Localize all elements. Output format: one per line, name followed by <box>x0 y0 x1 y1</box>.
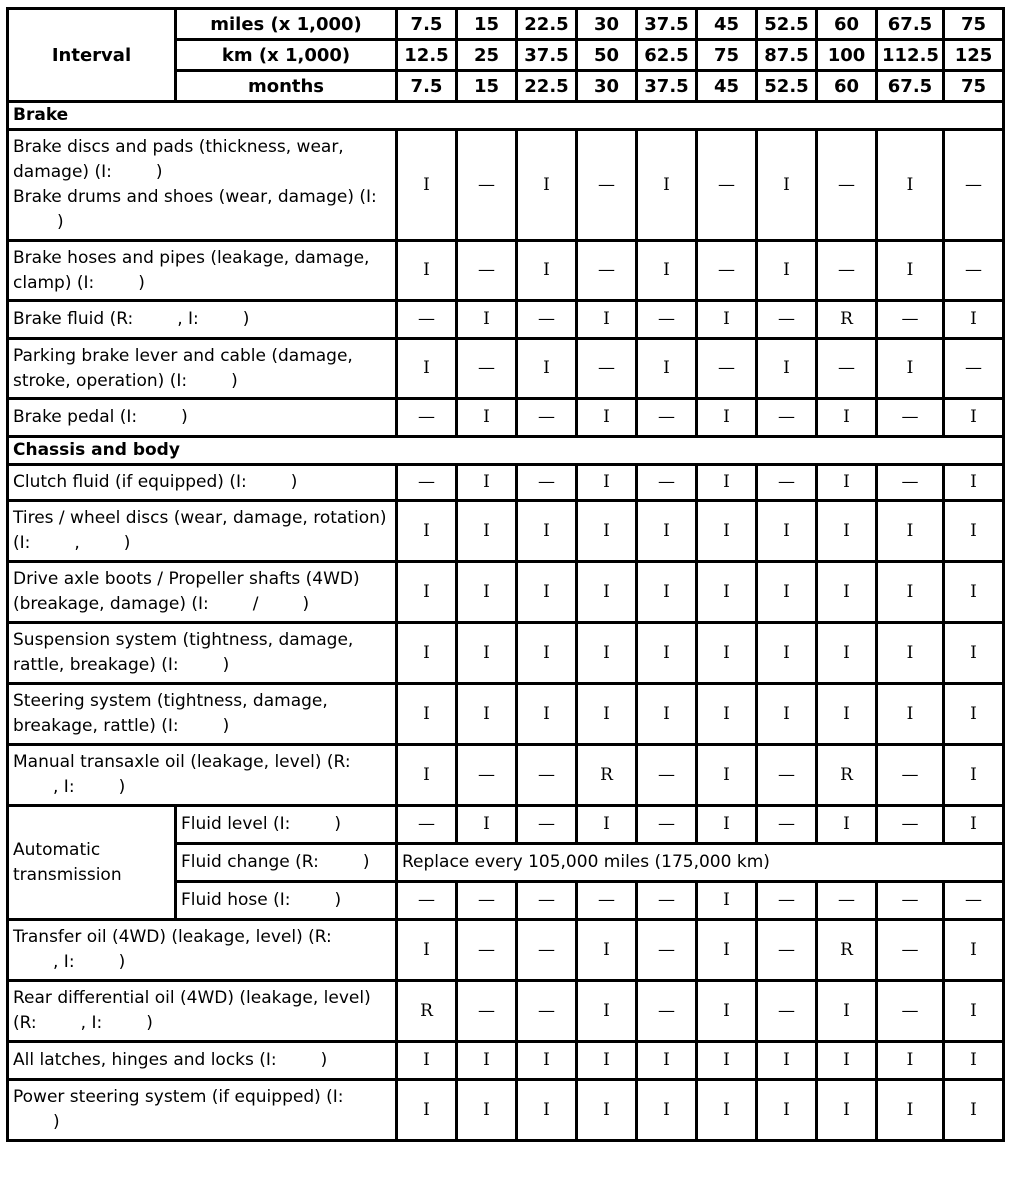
maintenance-cell: I <box>944 981 1004 1042</box>
interval-value: 67.5 <box>877 71 944 102</box>
maintenance-cell: — <box>757 981 817 1042</box>
sub-item-label-close: ) <box>334 890 342 910</box>
maintenance-cell: I <box>697 501 757 562</box>
maintenance-cell: — <box>397 399 457 437</box>
interval-value: 37.5 <box>637 9 697 40</box>
maintenance-cell: I <box>577 301 637 339</box>
maintenance-cell: I <box>457 399 517 437</box>
maintenance-cell: I <box>397 684 457 745</box>
maintenance-cell: I <box>517 241 577 301</box>
maintenance-cell: I <box>517 562 577 623</box>
item-label-text: Brake pedal (I: <box>13 407 138 427</box>
item-label-close: ) <box>231 370 238 391</box>
maintenance-cell: I <box>577 562 637 623</box>
interval-value: 67.5 <box>877 9 944 40</box>
interval-value: 15 <box>457 9 517 40</box>
maintenance-cell: I <box>457 1080 517 1141</box>
maintenance-cell: — <box>877 745 944 806</box>
maintenance-cell: — <box>517 745 577 806</box>
section-row-chassis <box>8 437 1004 465</box>
maintenance-cell: I <box>757 501 817 562</box>
maintenance-cell: — <box>457 882 517 920</box>
interval-value: 100 <box>817 40 877 71</box>
maintenance-cell: — <box>757 465 817 501</box>
table-row <box>8 465 1004 501</box>
maintenance-cell: I <box>697 562 757 623</box>
table-row <box>8 301 1004 339</box>
interval-value: 7.5 <box>397 71 457 102</box>
maintenance-cell: — <box>637 399 697 437</box>
maintenance-cell: I <box>517 684 577 745</box>
item-label-text: Brake drums and shoes (wear, damage) (I: <box>13 187 377 207</box>
maintenance-cell: I <box>637 623 697 684</box>
item-label-close: ) <box>181 407 188 427</box>
maintenance-cell: I <box>817 623 877 684</box>
maintenance-cell: — <box>397 465 457 501</box>
item-label-close: ) <box>118 777 126 797</box>
maintenance-cell: I <box>757 130 817 241</box>
unit-label-months: months <box>176 71 397 102</box>
maintenance-cell: I <box>877 130 944 241</box>
item-label <box>8 501 397 562</box>
maintenance-cell: I <box>697 1080 757 1141</box>
maintenance-cell: I <box>637 241 697 301</box>
item-label-text: Brake discs and pads (thickness, wear, damage) (I: <box>13 137 344 182</box>
maintenance-cell: I <box>397 501 457 562</box>
maintenance-cell: I <box>457 623 517 684</box>
item-label <box>8 745 397 806</box>
maintenance-cell: — <box>944 130 1004 241</box>
maintenance-cell: — <box>637 301 697 339</box>
item-label-close: ) <box>138 272 145 293</box>
maintenance-cell: — <box>577 241 637 301</box>
maintenance-cell: I <box>697 1042 757 1080</box>
interval-value: 87.5 <box>757 40 817 71</box>
maintenance-cell: I <box>944 806 1004 844</box>
maintenance-cell: I <box>944 501 1004 562</box>
maintenance-cell: — <box>577 130 637 241</box>
maintenance-cell: — <box>637 806 697 844</box>
maintenance-cell: I <box>697 981 757 1042</box>
table-row <box>8 399 1004 437</box>
maintenance-cell: I <box>877 339 944 399</box>
table-row <box>8 623 1004 684</box>
maintenance-cell: — <box>944 882 1004 920</box>
item-label-text: Suspension system (tightness, damage, rattle, breakage) (I: <box>13 630 354 675</box>
maintenance-cell: I <box>397 130 457 241</box>
maintenance-cell: — <box>697 339 757 399</box>
maintenance-cell: I <box>397 745 457 806</box>
replacement-note: Replace every 105,000 miles (175,000 km) <box>397 844 1004 882</box>
maintenance-cell: I <box>577 1080 637 1141</box>
maintenance-cell: — <box>817 882 877 920</box>
maintenance-cell: I <box>517 1042 577 1080</box>
item-label-close: ) <box>57 212 64 232</box>
maintenance-cell: I <box>877 1080 944 1141</box>
item-label-close: ) <box>118 952 126 972</box>
interval-value: 62.5 <box>637 40 697 71</box>
interval-label: Interval <box>8 9 176 102</box>
maintenance-cell: I <box>397 562 457 623</box>
sub-item-label-text: Fluid level (I: <box>181 814 291 834</box>
maintenance-cell: I <box>944 1042 1004 1080</box>
maintenance-cell: I <box>877 623 944 684</box>
item-label <box>8 981 397 1042</box>
maintenance-cell: I <box>817 562 877 623</box>
maintenance-cell: I <box>637 501 697 562</box>
maintenance-cell: I <box>757 339 817 399</box>
item-label <box>8 465 397 501</box>
maintenance-cell: I <box>877 684 944 745</box>
item-label-mid: , <box>74 533 80 553</box>
maintenance-cell: — <box>577 339 637 399</box>
table-row <box>8 1042 1004 1080</box>
maintenance-cell: — <box>877 399 944 437</box>
maintenance-cell: R <box>817 301 877 339</box>
item-label-text: Drive axle boots / Propeller shafts (4WD) (breakage, damage) (I: <box>13 569 360 614</box>
maintenance-cell: — <box>817 339 877 399</box>
maintenance-cell: — <box>697 241 757 301</box>
sub-item-label-text: Fluid hose (I: <box>181 890 291 910</box>
maintenance-cell: I <box>757 241 817 301</box>
maintenance-cell: — <box>817 130 877 241</box>
maintenance-cell: I <box>637 562 697 623</box>
maintenance-cell: — <box>457 745 517 806</box>
item-label-text: Parking brake lever and cable (damage, stroke, operation) (I: <box>13 345 353 391</box>
maintenance-cell: I <box>457 465 517 501</box>
maintenance-cell: I <box>457 684 517 745</box>
maintenance-cell: I <box>517 623 577 684</box>
unit-label-km: km (x 1,000) <box>176 40 397 71</box>
maintenance-cell: I <box>517 501 577 562</box>
maintenance-cell: R <box>577 745 637 806</box>
table-row <box>8 981 1004 1042</box>
item-label <box>8 1080 397 1141</box>
maintenance-cell: — <box>944 241 1004 301</box>
maintenance-cell: I <box>944 465 1004 501</box>
maintenance-cell: I <box>944 920 1004 981</box>
maintenance-cell: — <box>637 920 697 981</box>
item-label-close: ) <box>290 472 298 492</box>
item-label-close: ) <box>155 162 163 182</box>
maintenance-cell: I <box>817 399 877 437</box>
interval-value: 12.5 <box>397 40 457 71</box>
maintenance-cell: — <box>397 806 457 844</box>
interval-value: 75 <box>697 40 757 71</box>
maintenance-cell: I <box>457 806 517 844</box>
maintenance-cell: I <box>577 399 637 437</box>
maintenance-cell: I <box>757 562 817 623</box>
item-label <box>8 684 397 745</box>
interval-value: 75 <box>944 9 1004 40</box>
maintenance-cell: — <box>517 806 577 844</box>
maintenance-cell: I <box>697 684 757 745</box>
sub-item-label <box>176 882 397 920</box>
interval-value: 30 <box>577 9 637 40</box>
table-row <box>8 920 1004 981</box>
maintenance-cell: I <box>457 562 517 623</box>
maintenance-cell: — <box>517 301 577 339</box>
maintenance-cell: I <box>697 399 757 437</box>
interval-value: 25 <box>457 40 517 71</box>
item-label <box>8 241 397 301</box>
sub-item-label-text: Fluid change (R: <box>181 852 319 872</box>
interval-value: 52.5 <box>757 71 817 102</box>
maintenance-cell: — <box>577 882 637 920</box>
table-row <box>8 745 1004 806</box>
item-label-text: Clutch fluid (if equipped) (I: <box>13 472 247 492</box>
maintenance-cell: — <box>944 339 1004 399</box>
interval-value: 60 <box>817 9 877 40</box>
maintenance-cell: I <box>944 562 1004 623</box>
maintenance-cell: — <box>517 465 577 501</box>
interval-value: 37.5 <box>637 71 697 102</box>
maintenance-cell: — <box>697 130 757 241</box>
automatic-transmission-label: Automatic transmission <box>8 806 176 920</box>
item-label-text: All latches, hinges and locks (I: <box>13 1050 277 1070</box>
table-row <box>8 562 1004 623</box>
maintenance-cell: — <box>637 465 697 501</box>
maintenance-cell: — <box>757 399 817 437</box>
item-label-close: ) <box>302 594 310 614</box>
maintenance-cell: I <box>817 981 877 1042</box>
maintenance-cell: — <box>757 745 817 806</box>
item-label-mid: , I: <box>53 777 75 797</box>
maintenance-cell: I <box>457 301 517 339</box>
sub-item-label <box>176 844 397 882</box>
maintenance-cell: I <box>517 1080 577 1141</box>
maintenance-cell: I <box>757 684 817 745</box>
maintenance-cell: I <box>457 501 517 562</box>
maintenance-cell: — <box>757 301 817 339</box>
interval-value: 22.5 <box>517 9 577 40</box>
item-label <box>8 1042 397 1080</box>
maintenance-cell: I <box>944 399 1004 437</box>
table-row <box>8 130 1004 241</box>
maintenance-cell: I <box>817 684 877 745</box>
interval-value: 60 <box>817 71 877 102</box>
maintenance-cell: I <box>944 745 1004 806</box>
item-label-close: ) <box>320 1050 328 1070</box>
maintenance-cell: I <box>697 623 757 684</box>
interval-value: 22.5 <box>517 71 577 102</box>
item-label-text: Rear differential oil (4WD) (leakage, level) (R: <box>13 988 371 1033</box>
interval-value: 125 <box>944 40 1004 71</box>
interval-value: 30 <box>577 71 637 102</box>
maintenance-cell: — <box>457 339 517 399</box>
item-label <box>8 399 397 437</box>
item-label-close: ) <box>222 716 230 736</box>
maintenance-cell: I <box>817 806 877 844</box>
maintenance-cell: I <box>457 1042 517 1080</box>
maintenance-cell: I <box>637 1080 697 1141</box>
section-title-brake: Brake <box>8 102 1004 130</box>
maintenance-cell: — <box>457 130 517 241</box>
table-row <box>8 1080 1004 1141</box>
maintenance-cell: I <box>877 241 944 301</box>
sub-item-label <box>176 806 397 844</box>
maintenance-cell: — <box>757 920 817 981</box>
maintenance-cell: — <box>877 465 944 501</box>
maintenance-cell: I <box>877 1042 944 1080</box>
interval-value: 75 <box>944 71 1004 102</box>
maintenance-cell: I <box>697 920 757 981</box>
interval-value: 37.5 <box>517 40 577 71</box>
maintenance-cell: — <box>517 981 577 1042</box>
maintenance-cell: I <box>637 339 697 399</box>
maintenance-cell: — <box>457 241 517 301</box>
item-label-text: Steering system (tightness, damage, breakage, rattle) (I: <box>13 691 328 736</box>
maintenance-cell: I <box>397 1042 457 1080</box>
maintenance-cell: I <box>757 1042 817 1080</box>
item-label <box>8 920 397 981</box>
item-label-close: ) <box>123 533 131 553</box>
maintenance-cell: I <box>697 806 757 844</box>
item-label-text: Power steering system (if equipped) (I: <box>13 1087 344 1107</box>
maintenance-cell: I <box>697 745 757 806</box>
maintenance-cell: — <box>637 745 697 806</box>
interval-value: 45 <box>697 9 757 40</box>
maintenance-cell: I <box>397 241 457 301</box>
table-row <box>8 684 1004 745</box>
maintenance-cell: I <box>577 1042 637 1080</box>
table-row <box>8 339 1004 399</box>
maintenance-cell: I <box>397 339 457 399</box>
maintenance-cell: I <box>944 1080 1004 1141</box>
item-label-close: ) <box>53 1112 60 1132</box>
interval-value: 50 <box>577 40 637 71</box>
item-label-text: Brake fluid (R: <box>13 309 134 329</box>
maintenance-cell: I <box>697 301 757 339</box>
maintenance-cell: I <box>517 130 577 241</box>
maintenance-cell: — <box>397 301 457 339</box>
maintenance-schedule-table <box>6 7 1005 1142</box>
item-label-close: ) <box>146 1013 153 1033</box>
maintenance-cell: — <box>877 806 944 844</box>
item-label <box>8 130 397 241</box>
item-label-close: ) <box>222 655 230 675</box>
section-row-brake <box>8 102 1004 130</box>
maintenance-cell: — <box>877 882 944 920</box>
maintenance-cell: R <box>397 981 457 1042</box>
table-row <box>8 241 1004 301</box>
interval-value: 112.5 <box>877 40 944 71</box>
maintenance-cell: I <box>757 623 817 684</box>
maintenance-cell: I <box>877 562 944 623</box>
section-title-chassis: Chassis and body <box>8 437 1004 465</box>
item-label-mid: , I: <box>53 952 75 972</box>
maintenance-cell: I <box>397 623 457 684</box>
maintenance-cell: I <box>944 301 1004 339</box>
maintenance-cell: — <box>757 806 817 844</box>
maintenance-cell: — <box>877 301 944 339</box>
maintenance-cell: — <box>517 882 577 920</box>
maintenance-cell: — <box>637 981 697 1042</box>
maintenance-cell: I <box>697 465 757 501</box>
maintenance-cell: I <box>397 1080 457 1141</box>
maintenance-cell: I <box>877 501 944 562</box>
sub-item-label-close: ) <box>334 814 342 834</box>
maintenance-cell: — <box>637 882 697 920</box>
item-label-mid: , I: <box>80 1013 103 1033</box>
maintenance-cell: I <box>577 684 637 745</box>
maintenance-cell: — <box>877 981 944 1042</box>
maintenance-cell: — <box>457 920 517 981</box>
maintenance-cell: — <box>397 882 457 920</box>
maintenance-cell: I <box>944 684 1004 745</box>
maintenance-cell: — <box>877 920 944 981</box>
item-label <box>8 339 397 399</box>
maintenance-cell: — <box>757 882 817 920</box>
maintenance-cell: I <box>577 501 637 562</box>
interval-value: 7.5 <box>397 9 457 40</box>
maintenance-cell: I <box>697 882 757 920</box>
maintenance-cell: I <box>637 1042 697 1080</box>
maintenance-cell: I <box>577 465 637 501</box>
maintenance-cell: — <box>517 399 577 437</box>
interval-value: 15 <box>457 71 517 102</box>
item-label-close: ) <box>242 309 250 329</box>
maintenance-cell: I <box>944 623 1004 684</box>
interval-value: 52.5 <box>757 9 817 40</box>
item-label-mid: , I: <box>177 309 199 329</box>
maintenance-cell: I <box>397 920 457 981</box>
table-row <box>8 501 1004 562</box>
maintenance-cell: R <box>817 920 877 981</box>
maintenance-cell: I <box>577 806 637 844</box>
item-label <box>8 562 397 623</box>
maintenance-cell: I <box>577 981 637 1042</box>
maintenance-cell: I <box>577 623 637 684</box>
table-row <box>8 806 1004 844</box>
maintenance-cell: I <box>817 1042 877 1080</box>
item-label-text: Brake hoses and pipes (leakage, damage, clamp) (I: <box>13 247 370 293</box>
item-label-text: Transfer oil (4WD) (leakage, level) (R: <box>13 927 332 947</box>
maintenance-cell: I <box>817 501 877 562</box>
item-label-mid: / <box>252 594 259 614</box>
maintenance-cell: I <box>577 920 637 981</box>
item-label-text: Manual transaxle oil (leakage, level) (R: <box>13 752 351 772</box>
maintenance-cell: R <box>817 745 877 806</box>
maintenance-cell: — <box>517 920 577 981</box>
maintenance-cell: — <box>817 241 877 301</box>
header-row-miles <box>8 9 1004 40</box>
sub-item-label-close: ) <box>362 852 370 872</box>
maintenance-cell: I <box>637 130 697 241</box>
maintenance-cell: I <box>817 465 877 501</box>
interval-value: 45 <box>697 71 757 102</box>
maintenance-cell: I <box>817 1080 877 1141</box>
maintenance-cell: — <box>457 981 517 1042</box>
maintenance-cell: I <box>637 684 697 745</box>
item-label <box>8 623 397 684</box>
unit-label-miles: miles (x 1,000) <box>176 9 397 40</box>
maintenance-cell: I <box>517 339 577 399</box>
item-label-text: Tires / wheel discs (wear, damage, rotation) (I: <box>13 508 387 553</box>
item-label <box>8 301 397 339</box>
maintenance-cell: I <box>757 1080 817 1141</box>
